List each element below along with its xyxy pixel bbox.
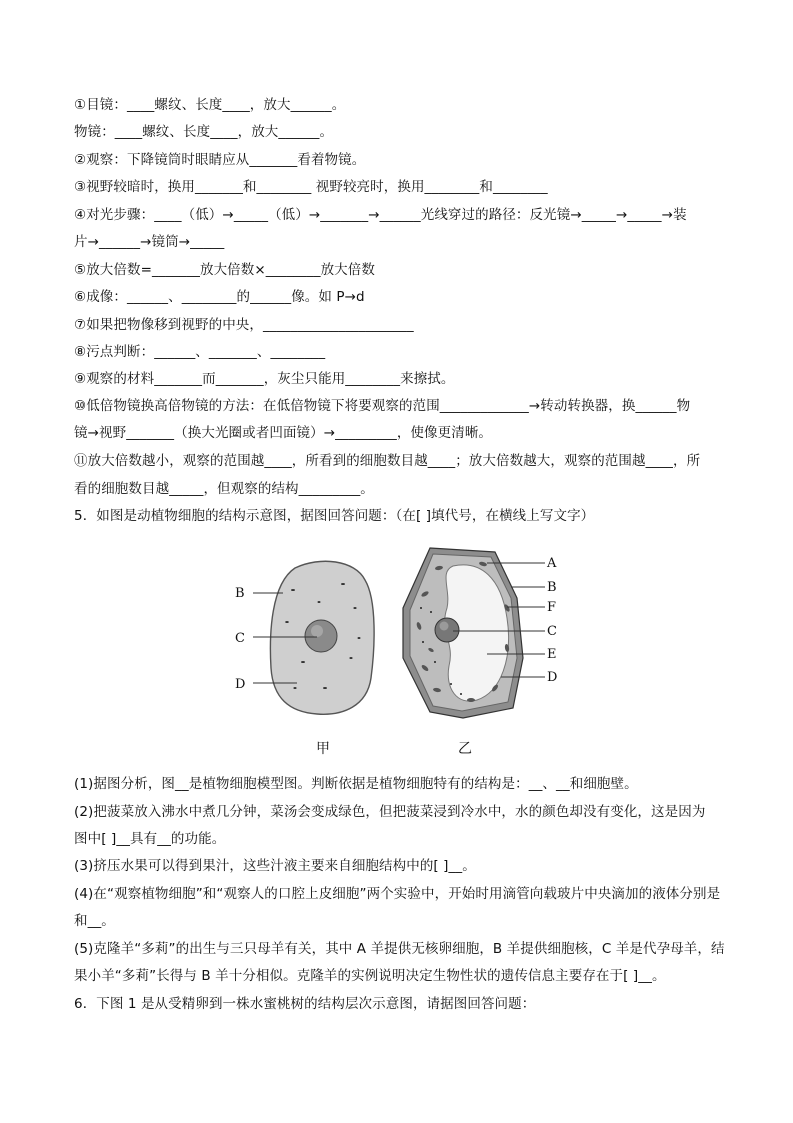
text-line: ⑪放大倍数越小，观察的范围越____，所看到的细胞数目越____；放大倍数越大，观察的范围越____，所	[74, 453, 701, 469]
text-line: 物镜：____螺纹、长度____，放大______。	[74, 124, 334, 140]
text-line: ⑦如果把物像移到视野的中央，______________________	[74, 317, 414, 333]
text-line: ②观察：下降镜筒时眼睛应从_______看着物镜。	[74, 152, 366, 168]
text-line: ⑨观察的材料_______而_______，灰尘只能用________来擦拭。	[74, 371, 455, 387]
label-plant-d: D	[547, 670, 558, 685]
question-line: 和__。	[74, 913, 115, 929]
text-line: ③视野较暗时，换用_______和________ 视野较亮时，换用________和________	[74, 179, 548, 195]
text-line: 看的细胞数目越_____，但观察的结构_________。	[74, 481, 374, 497]
text-line: ⑤放大倍数=_______放大倍数×________放大倍数	[74, 262, 375, 278]
label-animal-b: B	[235, 586, 245, 601]
text-line: 镜→视野_______（换大光圈或者凹面镜）→_________，使像更清晰。	[74, 425, 493, 441]
label-animal-d: D	[235, 677, 246, 692]
text-line: 片→______→镜筒→_____	[74, 234, 225, 250]
label-plant-a: A	[547, 556, 557, 571]
question-line: (2)把菠菜放入沸水中煮几分钟，菜汤会变成绿色，但把菠菜浸到冷水中，水的颜色却没有变化，这是因为	[74, 804, 706, 820]
label-plant-c: C	[547, 624, 557, 639]
question-heading: 6．下图 1 是从受精卵到一株水蜜桃树的结构层次示意图，请据图回答问题：	[74, 996, 536, 1012]
text-line: ⑥成像：______、________的______像。如 P→d	[74, 289, 365, 305]
label-animal-c: C	[235, 631, 245, 646]
question-heading: 5．如图是动植物细胞的结构示意图，据图回答问题：（在[ ]填代号，在横线上写文字）	[74, 508, 595, 524]
question-line: (3)挤压水果可以得到果汁，这些汁液主要来自细胞结构中的[ ]__。	[74, 858, 476, 874]
cell-diagram	[225, 538, 585, 760]
plant-cell	[403, 548, 557, 718]
label-plant-f: F	[547, 600, 557, 615]
question-line: (4)在“观察植物细胞”和“观察人的口腔上皮细胞”两个实验中，开始时用滴管向载玻片中央滴加的液体分别是	[74, 886, 721, 902]
label-plant-e: E	[547, 647, 557, 662]
text-line: ①目镜：____螺纹、长度____，放大______。	[74, 97, 346, 113]
question-line: (5)克隆羊“多莉”的出生与三只母羊有关，其中 A 羊提供无核卵细胞，B 羊提供细胞核，C 羊是代孕母羊，结	[74, 941, 725, 957]
label-plant-b: B	[547, 580, 557, 595]
question-line: 图中[ ]__具有__的功能。	[74, 831, 226, 847]
animal-cell	[235, 561, 374, 714]
question-line: 果小羊“多莉”长得与 B 羊十分相似。克隆羊的实例说明决定生物性状的遗传信息主要存在于[ ]__。	[74, 968, 666, 984]
caption-plant: 乙	[458, 741, 472, 757]
caption-animal: 甲	[316, 741, 330, 757]
question-line: (1)据图分析，图__是植物细胞模型图。判断依据是植物细胞特有的结构是：__、__和细胞壁。	[74, 776, 638, 792]
text-line: ⑩低倍物镜换高倍物镜的方法：在低倍物镜下将要观察的范围_____________→转动转换器，换______物	[74, 398, 691, 414]
text-line: ④对光步骤：____（低）→_____（低）→_______→______光线穿过的路径：反光镜→_____→_____→装	[74, 207, 687, 223]
text-line: ⑧污点判断：______、_______、________	[74, 344, 326, 360]
